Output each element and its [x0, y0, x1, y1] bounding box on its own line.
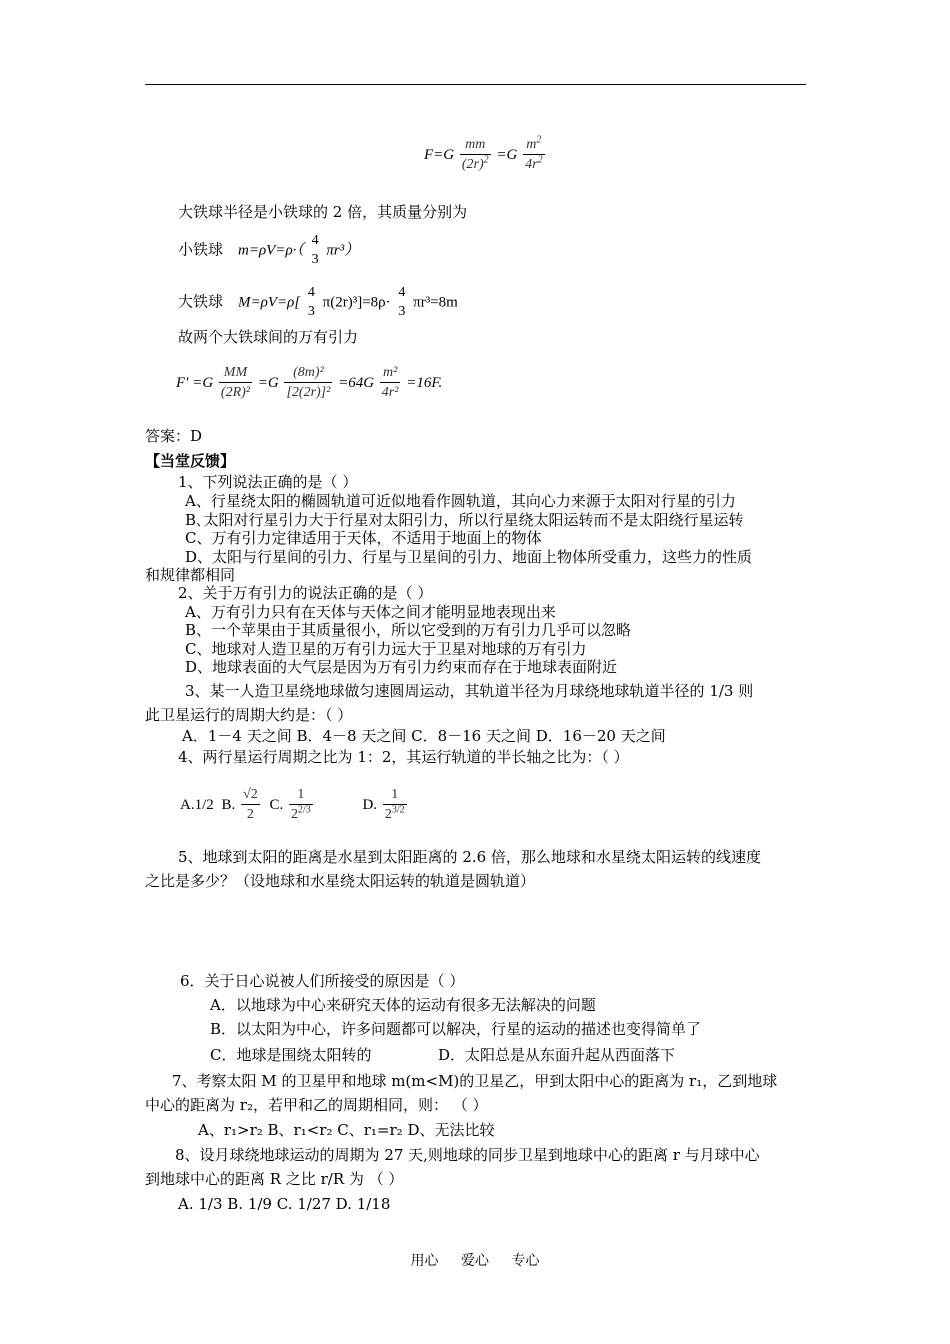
- fraction: 4 3: [307, 285, 315, 319]
- formula-lhs: F=G: [424, 146, 455, 163]
- q1-option-b: B､太阳对行星引力大于行星对太阳引力，所以行星绕太阳运转而不是太阳绕行星运转: [185, 511, 744, 529]
- q2-option-b: B、一个苹果由于其质量很小，所以它受到的万有引力几乎可以忽略: [185, 621, 632, 639]
- q1-option-c: C、万有引力定律适用于天体，不适用于地面上的物体: [185, 529, 542, 547]
- fraction: $\frac{MM}{\text{(2R)²}}$: [219, 364, 252, 403]
- q3-stem: 3、某一人造卫星绕地球做匀速圆周运动，其轨道半径为月球绕地球轨道半径的 1/3 则: [185, 682, 754, 700]
- q6-option-b: B．以太阳为中心，许多问题都可以解决，行星的运动的描述也变得简单了: [210, 1020, 702, 1038]
- fraction: $\frac{mm}{(2r)^2}$: [460, 136, 491, 175]
- formula-gravity: F=G $\frac{mm}{(2r)^2}$ =G $\frac{m^2}{4r^2}$: [424, 136, 547, 175]
- q1-option-d: D、太阳与行星间的引力、行星与卫星间的引力、地面上物体所受重力，这些力的性质: [185, 548, 753, 566]
- fraction: $\frac{1}{2^{3/2}}$: [383, 786, 407, 825]
- q1-option-a: A、行星绕太阳的椭圆轨道可近似地看作圆轨道，其向心力来源于太阳对行星的引力: [185, 492, 736, 510]
- q8-options: A. 1/3 B. 1/9 C. 1/27 D. 1/18: [178, 1195, 391, 1213]
- fraction: $\frac{√2}{2}$: [241, 786, 260, 825]
- fraction: 4 3: [311, 233, 319, 267]
- q5-stem-cont: 之比是多少？（设地球和水星绕太阳运转的轨道是圆轨道）: [145, 872, 536, 890]
- fraction: $\frac{\text{(8m)²}}{\text{[2(2r)]²}}$: [284, 364, 332, 403]
- fraction: $\frac{m^2}{4r^2}$: [523, 136, 544, 175]
- q3-options: A．1－4 天之间 B．4－8 天之间 C．8－16 天之间 D．16－20 天之间: [182, 727, 666, 745]
- q1-stem: 1、下列说法正确的是（ ）: [178, 473, 358, 491]
- q2-option-c: C、地球对人造卫星的万有引力远大于卫星对地球的万有引力: [185, 640, 587, 658]
- q3-stem-cont: 此卫星运行的周期大约是：（ ）: [145, 706, 353, 724]
- fraction: 4 3: [398, 285, 406, 319]
- q6-option-d: D．太阳总是从东面升起从西面落下: [438, 1046, 676, 1064]
- q7-stem-cont: 中心的距离为 r₂，若甲和乙的周期相同，则： （ ）: [145, 1096, 488, 1114]
- header-rule: [145, 84, 806, 85]
- q8-stem: 8、设月球绕地球运动的周期为 27 天,则地球的同步卫星到地球中心的距离 r 与月球中心: [175, 1146, 760, 1164]
- answer: 答案：D: [145, 427, 203, 445]
- formula-big-gravity: F′ =G $\frac{MM}{\text{(2R)²}}$ =G $\frac{\text{(8m)²}}{\text{[2(2r)]²}}$ =64G $\frac{\text{m²}}{\text{4r²}}$ =16F.: [176, 364, 442, 403]
- fraction: $\frac{\text{m²}}{\text{4r²}}$: [380, 364, 401, 403]
- big-ball-formula: 大铁球 M=ρV=ρ[ 4 3 π(2r)³]=8ρ· 4 3 πr³=8m: [178, 284, 458, 322]
- q2-option-d: D、地球表面的大气层是因为万有引力约束而存在于地球表面附近: [185, 658, 618, 676]
- q4-options: A.1/2 B. $\frac{√2}{2}$ C. $\frac{1}{2^{2/3}}$ D. $\frac{1}{2^{3/2}}$: [180, 786, 409, 825]
- q6-stem: 6．关于日心说被人们所接受的原因是（ ）: [180, 972, 465, 990]
- q8-stem-cont: 到地球中心的距离 R 之比 r/R 为 （ ）: [145, 1170, 404, 1188]
- q2-stem: 2、关于万有引力的说法正确的是（ ）: [178, 584, 433, 602]
- small-ball-formula: 小铁球 m=ρV=ρ·（ 4 3 πr³）: [178, 232, 359, 270]
- q1-option-d-cont: 和规律都相同: [145, 566, 236, 584]
- q6-option-c: C．地球是围绕太阳转的: [210, 1046, 372, 1064]
- fraction: $\frac{1}{2^{2/3}}$: [289, 786, 313, 825]
- section-title: 【当堂反馈】: [145, 452, 236, 470]
- q2-option-a: A、万有引力只有在天体与天体之间才能明显地表现出来: [185, 603, 556, 621]
- q5-stem: 5、地球到太阳的距离是水星到太阳距离的 2.6 倍，那么地球和水星绕太阳运转的线速度: [178, 848, 761, 866]
- q4-stem: 4、两行星运行周期之比为 1：2，其运行轨道的半长轴之比为：（ ）: [178, 748, 629, 766]
- q7-stem: 7、考察太阳 M 的卫星甲和地球 m(m<M)的卫星乙，甲到太阳中心的距离为 r₁，乙到地球: [172, 1072, 778, 1090]
- q6-option-a: A．以地球为中心来研究天体的运动有很多无法解决的问题: [210, 996, 596, 1014]
- paragraph: 大铁球半径是小铁球的 2 倍，其质量分别为: [178, 203, 468, 221]
- q7-options: A、r₁>r₂ B、r₁<r₂ C、r₁=r₂ D、无法比较: [198, 1121, 495, 1139]
- page-footer: 用心 爱心 专心: [410, 1253, 540, 1269]
- paragraph: 故两个大铁球间的万有引力: [178, 328, 359, 346]
